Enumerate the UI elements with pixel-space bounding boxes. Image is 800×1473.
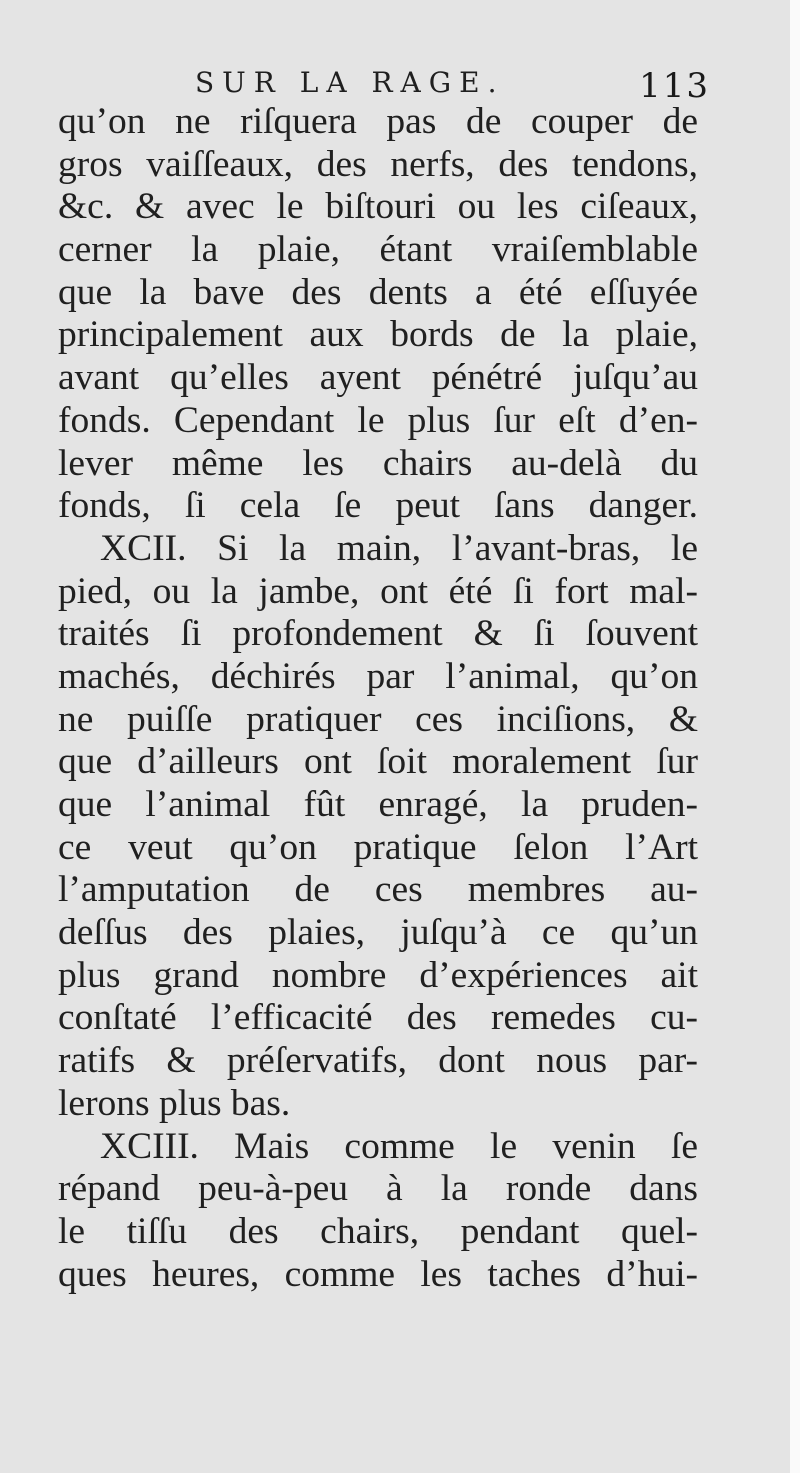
text-line: principalement aux bords de la plaie, [58, 314, 698, 356]
text-line: lever même les chairs au-delà du [58, 442, 698, 484]
page-header [60, 62, 710, 106]
body-text [58, 101, 698, 1296]
text-line: le tiſſu des chairs, pendant quel- [58, 1210, 698, 1252]
paragraph-start-line: XCIII. Mais comme le venin ſe [100, 1125, 698, 1167]
paragraph-end-line: lerons plus bas. [58, 1082, 291, 1124]
text-line: que l’animal fût enragé, la pruden- [58, 784, 698, 825]
text-line: fonds, ſi cela ſe peut ſans danger. [58, 485, 698, 527]
page-number: 113 [639, 66, 710, 106]
text-line: plus grand nombre d’expériences ait [58, 954, 698, 996]
text-line: conſtaté l’efficacité des remedes cu- [58, 997, 698, 1039]
text-line: ne puiſſe pratiquer ces inciſions, & [58, 698, 698, 740]
text-line: avant qu’elles ayent pénétré juſqu’au [58, 357, 698, 399]
text-line: ce veut qu’on pratique ſelon l’Art [58, 826, 698, 868]
text-line: répand peu-à-peu à la ronde dans [58, 1168, 698, 1210]
text-line: cerner la plaie, étant vraiſemblable [58, 229, 698, 271]
text-line: machés, déchirés par l’animal, qu’on [58, 655, 698, 697]
text-line: qu’on ne riſquera pas de couper de [58, 101, 698, 142]
text-line: pied, ou la jambe, ont été ſi fort mal- [58, 570, 698, 612]
page-edge [790, 0, 800, 1473]
text-line: &c. & avec le biſtouri ou les ciſeaux, [58, 186, 698, 228]
text-line: ques heures, comme les taches d’hui- [58, 1253, 698, 1295]
text-line: gros vaiſſeaux, des nerfs, des tendons, [58, 143, 698, 185]
text-line: fonds. Cependant le plus ſur eſt d’en- [58, 399, 698, 441]
text-line: l’amputation de ces membres au- [58, 869, 698, 911]
running-title: SUR LA RAGE. [195, 66, 505, 99]
text-line: que la bave des dents a été eſſuyée [58, 271, 698, 313]
text-line: ratifs & préſervatifs, dont nous par- [58, 1040, 698, 1082]
text-line: que d’ailleurs ont ſoit moralement ſur [58, 741, 698, 783]
paragraph-start-line: XCII. Si la main, l’avant-bras, le [100, 527, 698, 569]
text-line: traités ſi profondement & ſi ſouvent [58, 613, 698, 655]
text-line: deſſus des plaies, juſqu’à ce qu’un [58, 912, 698, 954]
